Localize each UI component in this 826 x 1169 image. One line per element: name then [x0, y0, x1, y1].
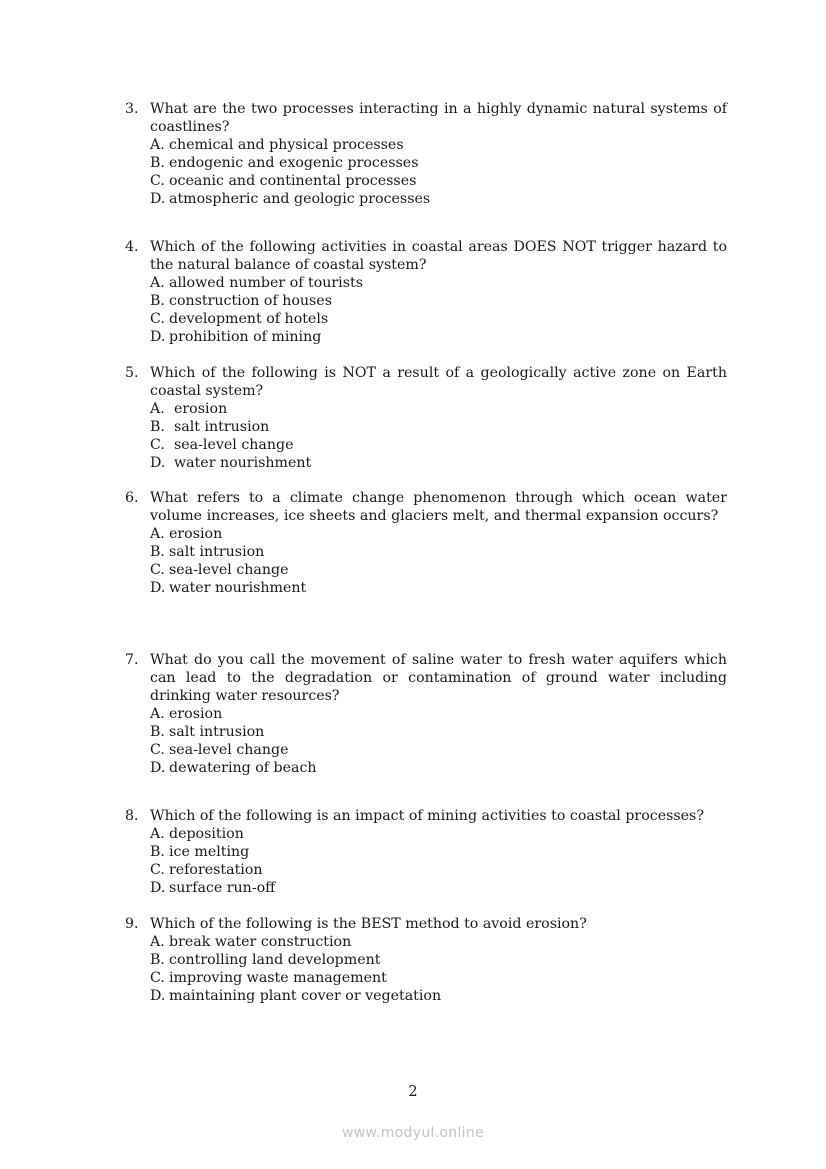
question-number: 5.	[125, 365, 139, 381]
option-letter: A.	[150, 137, 165, 153]
option-b	[150, 843, 727, 861]
option-text: break water construction	[169, 934, 352, 950]
option-text: sea-level change	[169, 562, 289, 578]
option-text: sea-level change	[174, 437, 294, 453]
question-text: What refers to a climate change phenomenon through which ocean water volume increases, ice sheets and glaciers melt, and thermal expansion occurs?	[150, 490, 727, 524]
option-letter: C.	[150, 742, 165, 758]
option-letter: C.	[150, 173, 165, 189]
option-text: salt intrusion	[169, 724, 265, 740]
option-b	[150, 418, 727, 436]
option-letter: D.	[150, 988, 166, 1004]
option-letter: B.	[150, 544, 165, 560]
option-letter: B.	[150, 419, 165, 435]
option-a	[150, 274, 727, 292]
option-d	[150, 987, 727, 1005]
option-text: salt intrusion	[174, 419, 270, 435]
options-list	[150, 136, 727, 208]
option-letter: A.	[150, 826, 165, 842]
option-text: endogenic and exogenic processes	[169, 155, 419, 171]
question-number: 3.	[125, 101, 139, 117]
options-list	[150, 825, 727, 897]
option-letter: C.	[150, 862, 165, 878]
option-text: prohibition of mining	[169, 329, 322, 345]
option-letter: C.	[150, 562, 165, 578]
option-d	[150, 879, 727, 897]
option-a	[150, 400, 727, 418]
question-number: 6.	[125, 490, 139, 506]
options-list	[150, 525, 727, 597]
option-text: sea-level change	[169, 742, 289, 758]
option-b	[150, 723, 727, 741]
option-c	[150, 741, 727, 759]
option-letter: A.	[150, 401, 165, 417]
question-text: What do you call the movement of saline water to fresh water aquifers which can lead to the degradation or contamination of ground water including drinking water resources?	[150, 652, 727, 704]
options-list	[150, 933, 727, 1005]
option-c	[150, 861, 727, 879]
option-text: improving waste management	[169, 970, 387, 986]
option-c	[150, 561, 727, 579]
option-d	[150, 579, 727, 597]
option-letter: D.	[150, 329, 166, 345]
option-letter: C.	[150, 970, 165, 986]
question-number: 7.	[125, 652, 139, 668]
option-text: water nourishment	[174, 455, 312, 471]
option-text: erosion	[174, 401, 228, 417]
option-c	[150, 969, 727, 987]
question-7	[125, 651, 727, 777]
option-text: salt intrusion	[169, 544, 265, 560]
option-letter: A.	[150, 934, 165, 950]
question-number: 8.	[125, 808, 139, 824]
option-d	[150, 759, 727, 777]
option-letter: B.	[150, 724, 165, 740]
option-d	[150, 190, 727, 208]
option-text: erosion	[169, 526, 223, 542]
option-text: oceanic and continental processes	[169, 173, 417, 189]
options-list	[150, 705, 727, 777]
page-number: 2	[408, 1084, 418, 1100]
option-text: chemical and physical processes	[169, 137, 404, 153]
option-letter: C.	[150, 437, 165, 453]
option-text: construction of houses	[169, 293, 332, 309]
option-letter: A.	[150, 526, 165, 542]
option-text: controlling land development	[169, 952, 381, 968]
question-8	[125, 807, 727, 897]
question-5	[125, 364, 727, 472]
option-c	[150, 436, 727, 454]
options-list	[150, 400, 727, 472]
option-b	[150, 951, 727, 969]
option-text: dewatering of beach	[169, 760, 317, 776]
question-text: Which of the following is the BEST method to avoid erosion?	[150, 916, 587, 932]
watermark: www.modyul.online	[342, 1125, 484, 1141]
option-text: reforestation	[169, 862, 263, 878]
question-text: Which of the following is an impact of mining activities to coastal processes?	[150, 808, 704, 824]
option-letter: A.	[150, 706, 165, 722]
option-c	[150, 310, 727, 328]
option-text: atmospheric and geologic processes	[169, 191, 431, 207]
option-letter: A.	[150, 275, 165, 291]
option-a	[150, 825, 727, 843]
option-d	[150, 328, 727, 346]
option-text: erosion	[169, 706, 223, 722]
option-letter: D.	[150, 191, 166, 207]
option-text: maintaining plant cover or vegetation	[169, 988, 442, 1004]
option-letter: D.	[150, 580, 166, 596]
question-9	[125, 915, 727, 1005]
option-letter: D.	[150, 455, 166, 471]
option-text: water nourishment	[169, 580, 307, 596]
option-b	[150, 292, 727, 310]
question-number: 9.	[125, 916, 139, 932]
option-letter: B.	[150, 155, 165, 171]
option-text: ice melting	[169, 844, 250, 860]
option-a	[150, 933, 727, 951]
option-b	[150, 543, 727, 561]
option-a	[150, 136, 727, 154]
question-text: Which of the following is NOT a result of a geologically active zone on Earth coastal system?	[150, 365, 727, 399]
option-text: surface run-off	[169, 880, 276, 896]
option-a	[150, 705, 727, 723]
option-letter: C.	[150, 311, 165, 327]
option-a	[150, 525, 727, 543]
option-text: allowed number of tourists	[169, 275, 363, 291]
option-b	[150, 154, 727, 172]
option-letter: D.	[150, 880, 166, 896]
option-letter: B.	[150, 844, 165, 860]
option-text: deposition	[169, 826, 244, 842]
question-text: Which of the following activities in coastal areas DOES NOT trigger hazard to the natural balance of coastal system?	[150, 239, 727, 273]
option-letter: B.	[150, 293, 165, 309]
question-number: 4.	[125, 239, 139, 255]
option-d	[150, 454, 727, 472]
option-letter: B.	[150, 952, 165, 968]
question-text: What are the two processes interacting in a highly dynamic natural systems of coastlines?	[150, 101, 727, 135]
question-4	[125, 238, 727, 346]
question-6	[125, 489, 727, 597]
option-text: development of hotels	[169, 311, 329, 327]
question-3	[125, 100, 727, 208]
options-list	[150, 274, 727, 346]
option-c	[150, 172, 727, 190]
option-letter: D.	[150, 760, 166, 776]
